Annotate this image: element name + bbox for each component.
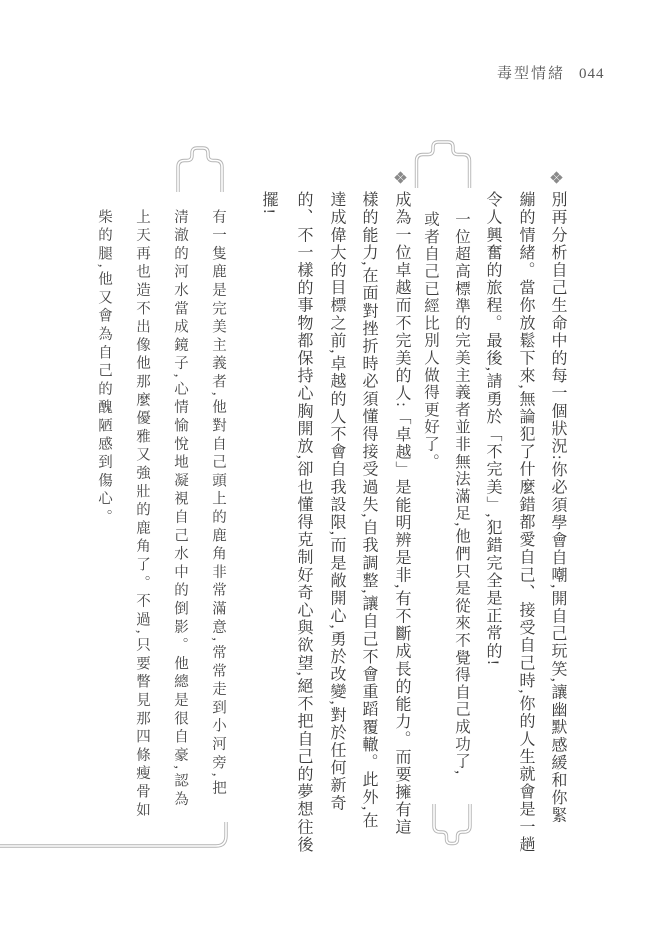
text-column: 達成偉大的目標之前,卓越的人不會自我設限,而是敞開心,勇於改變,對於任何新奇 [328, 191, 345, 812]
text-column: 成為一位卓越而不完美的人:「卓越」是能明辨是非,有不斷成長的能力。而要擁有這 [393, 191, 410, 837]
text-column: 的、不一樣的事物都保持心胸開放,卻也懂得克制好奇心與欲望,絕不把自己的夢想往後 [295, 191, 312, 854]
diamond-bullet-icon [394, 171, 407, 184]
book-title: 毒型情緒 [497, 66, 566, 82]
quote-block-top-bracket [414, 138, 472, 188]
text-column: 柴的腿,他又會為自己的醜陋感到傷心。 [96, 209, 112, 528]
text-column: 有一隻鹿是完美主義者,他對自己頭上的鹿角非常滿意,常常走到小河旁,把 [210, 209, 226, 799]
text-column: 擺! [260, 191, 277, 216]
text-column: 令人興奮的旅程。最後,請勇於「不完美」,犯錯完全是正常的! [484, 191, 501, 667]
text-column: 清澈的河水當成鏡子,心情愉悅地凝視自己水中的倒影。他總是很自豪,認為 [172, 209, 188, 810]
story-block-bottom-bracket [0, 822, 232, 852]
text-column: 繃的情緒。當你放鬆下來,無論犯了什麼錯都愛自己、接受自己時,你的人生就會是一趟 [517, 191, 534, 854]
story-block-top-bracket [176, 144, 224, 192]
text-column: 別再分析自己生命中的每一個狀況:你必須學會自嘲,開自己玩笑,讓幽默感緩和你緊 [549, 191, 566, 825]
quote-block-bottom-bracket [432, 804, 472, 850]
running-header [497, 62, 605, 83]
text-column: 上天再也造不出像他那麼優雅又強壯的鹿角了。不過,只要瞥見那四條瘦骨如 [134, 209, 150, 821]
text-column: 樣的能力,在面對挫折時必須懂得接受過失,自我調整,讓自己不會重蹈覆轍。此外,在 [360, 191, 377, 830]
page-number: 044 [579, 66, 605, 82]
text-column: 一位超高標準的完美主義者並非無法滿足,他們只是從來不覺得自己成功了, [453, 211, 470, 776]
diamond-bullet-icon [550, 171, 563, 184]
text-column: 或者自己已經比別人做得更好了。 [422, 211, 439, 471]
